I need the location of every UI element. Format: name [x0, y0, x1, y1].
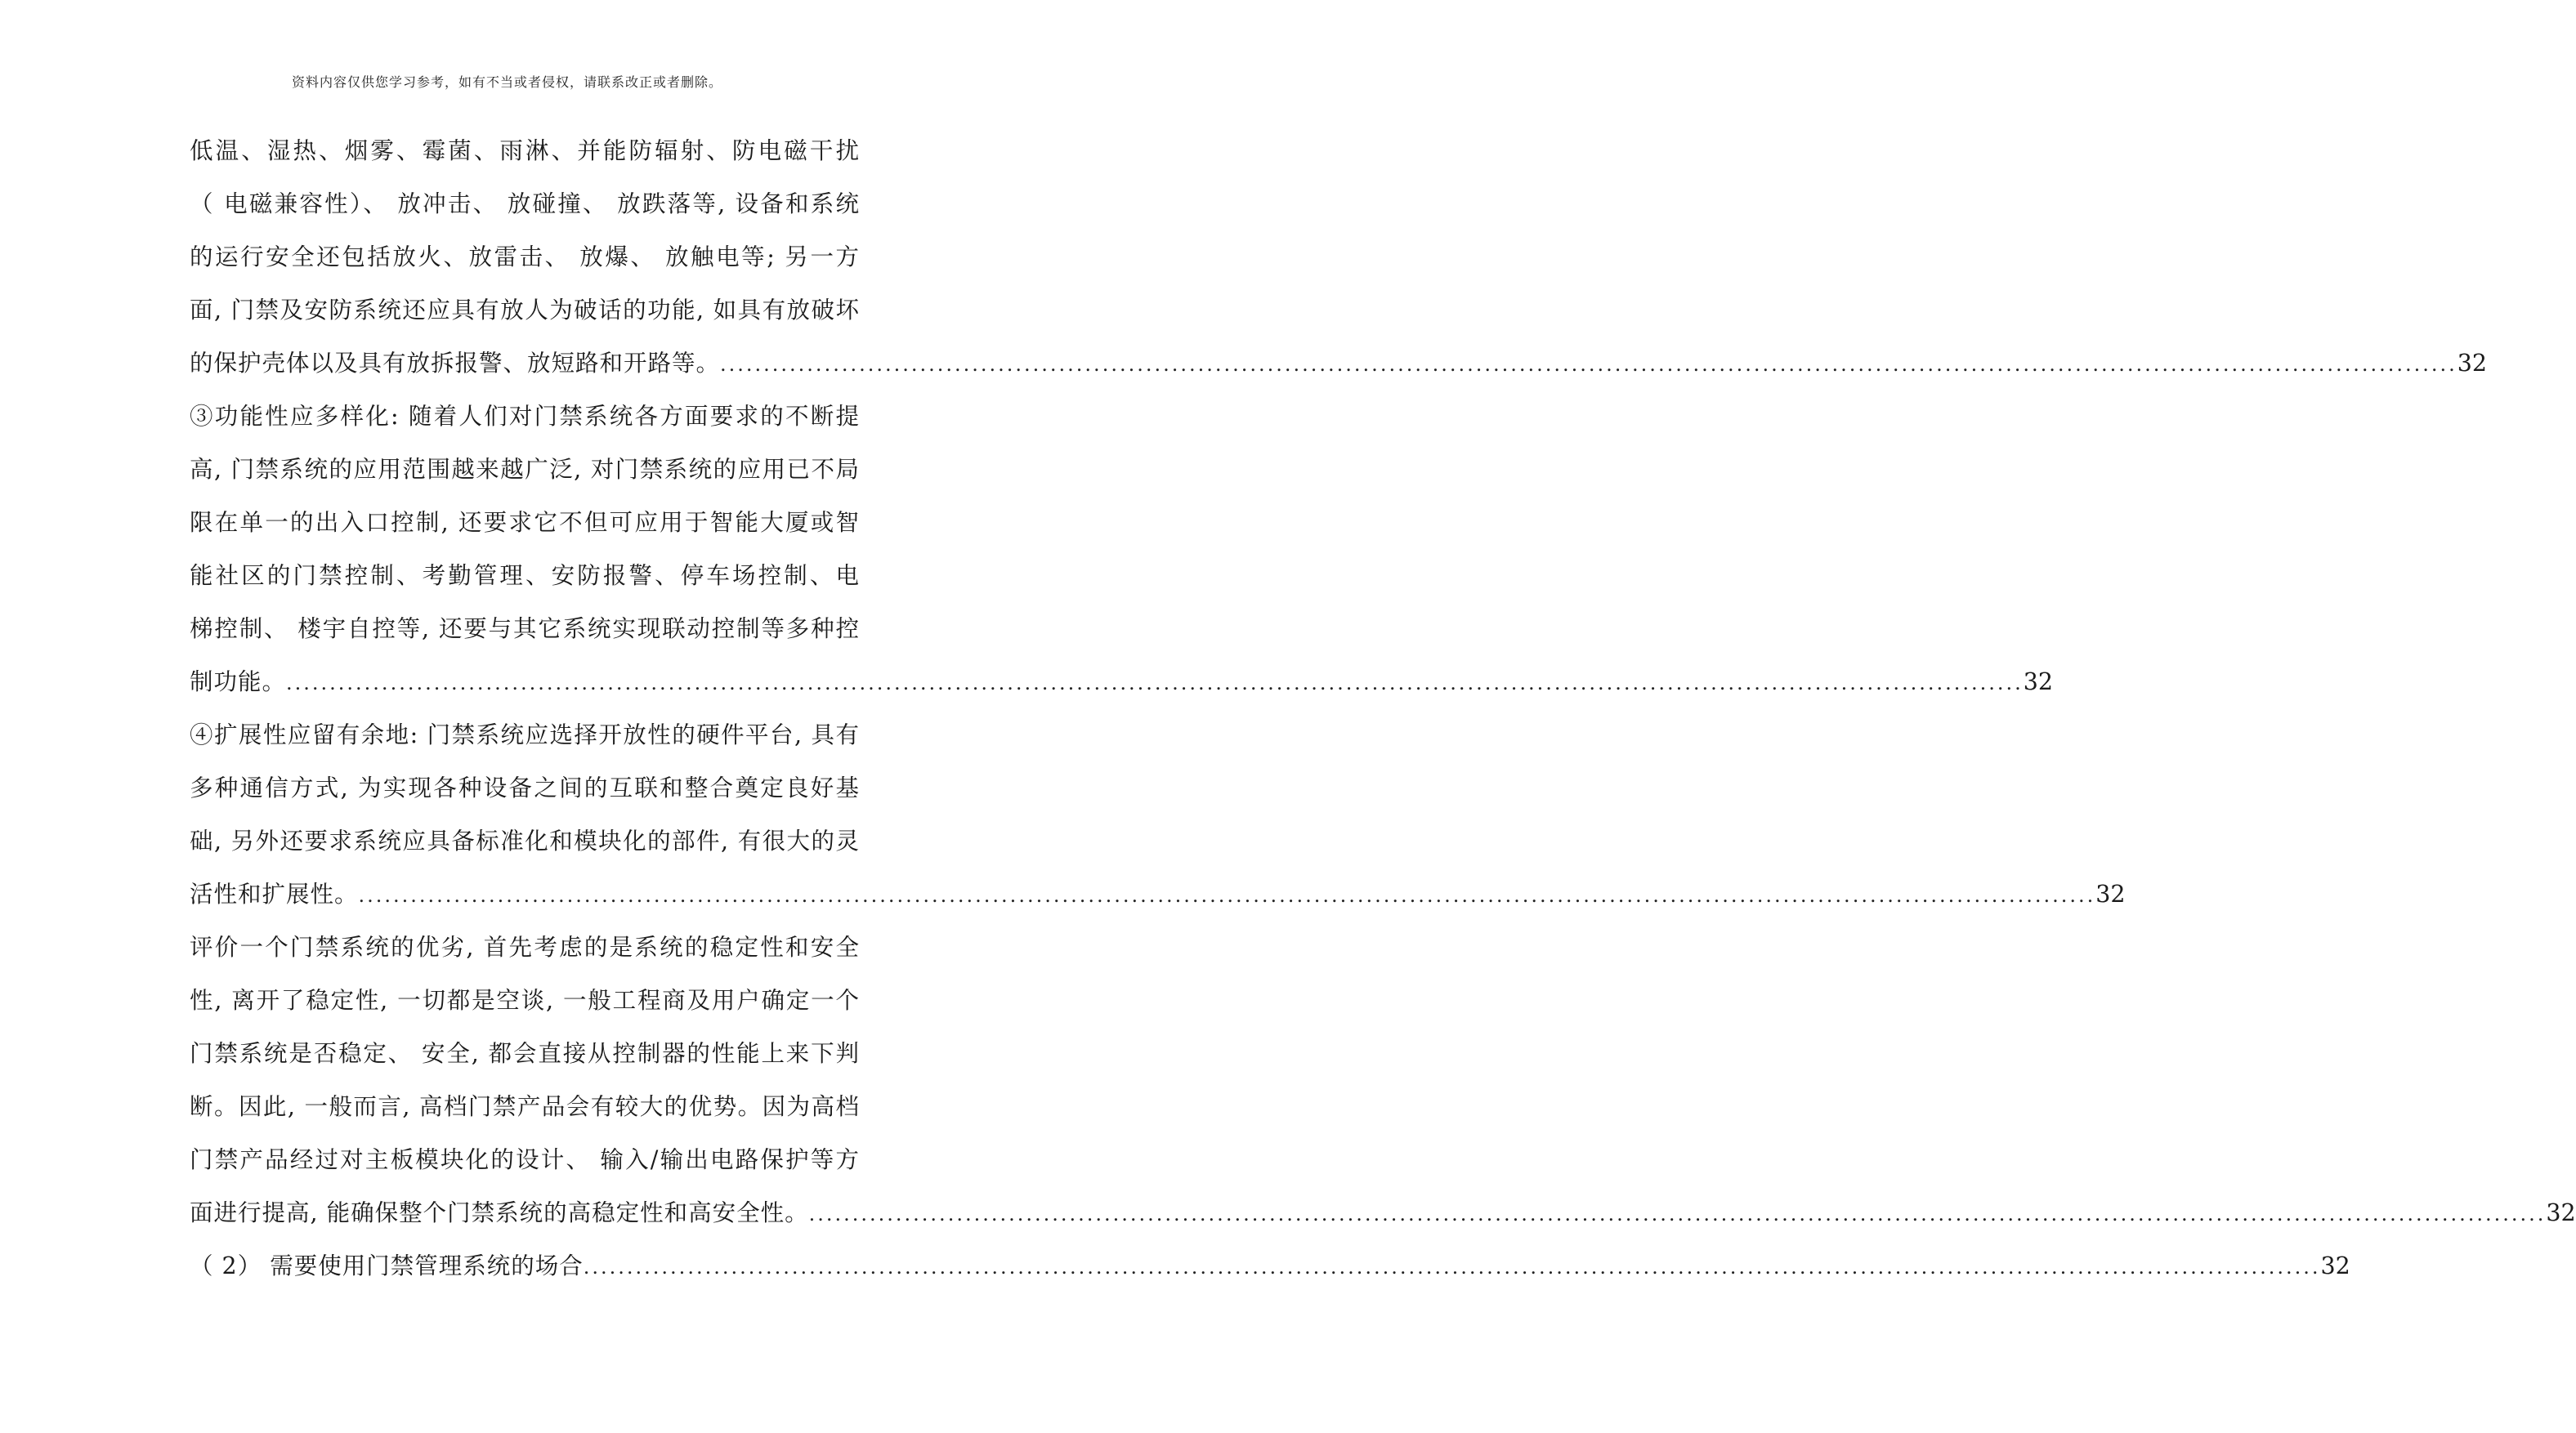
text-line — [190, 443, 884, 496]
page-number: 32 — [2095, 881, 2126, 908]
page-number: 32 — [2457, 350, 2488, 377]
text-line — [190, 177, 884, 230]
line-text: 评价一个门禁系统的优劣, 首先考虑的是系统的稳定性和安全 — [190, 934, 860, 961]
page-number: 32 — [2023, 668, 2054, 695]
toc-entry-line — [190, 1186, 2576, 1239]
document-body — [190, 124, 2576, 1292]
text-line — [190, 283, 884, 337]
text-line — [190, 708, 884, 761]
line-text: 高, 门禁系统的应用范围越来越广泛, 对门禁系统的应用已不局 — [190, 456, 860, 483]
line-text: 面, 门禁及安防系统还应具有放人为破话的功能, 如具有放破坏 — [190, 297, 860, 324]
text-line — [190, 921, 884, 974]
text-line — [190, 230, 884, 283]
toc-entry-line — [190, 655, 2054, 708]
line-text: ④扩展性应留有余地: 门禁系统应选择开放性的硬件平台, 具有 — [190, 721, 860, 748]
page-header-note: 资料内容仅供您学习参考，如有不当或者侵权，请联系改正或者删除。 — [291, 74, 722, 90]
text-line — [190, 815, 884, 868]
toc-entry-line — [190, 337, 2488, 390]
line-text: 梯控制、 楼宇自控等, 还要与其它系统实现联动控制等多种控 — [190, 615, 860, 642]
line-text: 活性和扩展性。 — [190, 881, 359, 908]
line-text: 的保护壳体以及具有放拆报警、放短路和开路等。 — [190, 350, 721, 377]
text-line — [190, 124, 884, 177]
line-text: 门禁系统是否稳定、 安全, 都会直接从控制器的性能上来下判 — [190, 1040, 860, 1067]
text-line — [190, 974, 884, 1027]
line-text: ③功能性应多样化: 随着人们对门禁系统各方面要求的不断提 — [190, 403, 860, 430]
line-text: （ 2） 需要使用门禁管理系统的场合 — [190, 1252, 584, 1279]
line-text: 面进行提高, 能确保整个门禁系统的高稳定性和高安全性。 — [190, 1199, 809, 1226]
line-text: 性, 离开了稳定性, 一切都是空谈, 一般工程商及用户确定一个 — [190, 987, 860, 1014]
line-text: 低温、湿热、烟雾、霉菌、雨淋、并能防辐射、防电磁干扰 — [190, 137, 860, 164]
text-line — [190, 1133, 884, 1186]
leader-dots: ........................................................................................................................................................................................................ — [286, 672, 2024, 694]
text-line — [190, 496, 884, 549]
page-number: 32 — [2320, 1252, 2350, 1279]
line-text: 断。因此, 一般而言, 高档门禁产品会有较大的优势。因为高档 — [190, 1093, 860, 1120]
page-number: 32 — [2546, 1199, 2576, 1226]
line-text: 的运行安全还包括放火、放雷击、 放爆、 放触电等; 另一方 — [190, 243, 860, 270]
line-text: 能社区的门禁控制、考勤管理、安防报警、停车场控制、电 — [190, 562, 860, 589]
line-text: 限在单一的出入口控制, 还要求它不但可应用于智能大厦或智 — [190, 509, 860, 536]
line-text: 制功能。 — [190, 668, 287, 695]
toc-entry-line — [190, 1239, 2350, 1292]
text-line — [190, 761, 884, 815]
toc-entry-line — [190, 868, 2126, 921]
text-line — [190, 1027, 884, 1080]
leader-dots: ........................................................................................................................................................................................................ — [808, 1203, 2547, 1225]
text-line — [190, 602, 884, 655]
line-text: 门禁产品经过对主板模块化的设计、 输入/输出电路保护等方 — [190, 1146, 860, 1173]
leader-dots: ........................................................................................................................................................................................................ — [358, 884, 2096, 907]
text-line — [190, 390, 884, 443]
line-text: 础, 另外还要求系统应具备标准化和模块化的部件, 有很大的灵 — [190, 828, 860, 855]
leader-dots: ........................................................................................................................................................................................................ — [720, 353, 2457, 376]
line-text: （ 电磁兼容性）、 放冲击、 放碰撞、 放跌落等, 设备和系统 — [190, 190, 860, 217]
text-line — [190, 549, 884, 602]
leader-dots: ........................................................................................................................................................................................................ — [583, 1256, 2321, 1279]
line-text: 多种通信方式, 为实现各种设备之间的互联和整合奠定良好基 — [190, 775, 860, 801]
text-line — [190, 1080, 884, 1133]
